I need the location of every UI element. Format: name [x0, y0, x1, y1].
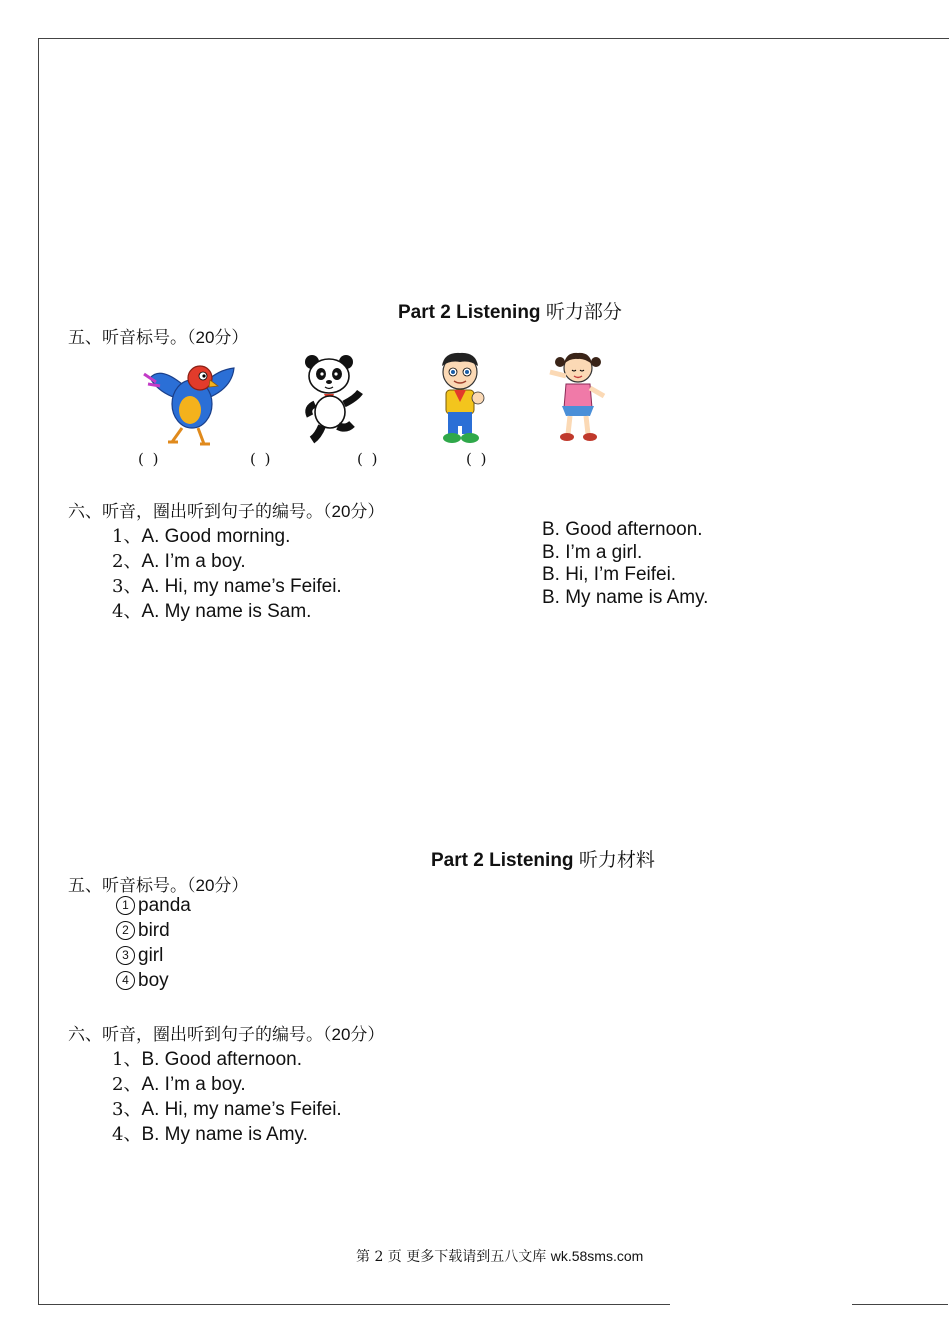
answer-row	[112, 1045, 302, 1071]
question-row	[112, 597, 311, 623]
question-number: 3、	[112, 576, 142, 597]
section6-label: 六、听音，圈出听到句子的编号。（	[68, 502, 332, 522]
material5-label: 五、听音标号。（	[68, 876, 196, 896]
option-a[interactable]: A. My name is Sam.	[141, 601, 312, 622]
section6-unit: 分）	[350, 502, 385, 522]
answer-number: 3、	[112, 1099, 142, 1120]
material6-unit: 分）	[350, 1025, 385, 1045]
bird-picture	[142, 356, 242, 448]
circled-number: 4	[116, 971, 135, 990]
circled-number: 1	[116, 896, 135, 915]
material-title	[431, 845, 655, 872]
section5-heading	[68, 323, 248, 348]
question-row	[112, 547, 246, 573]
section5-score: 20	[195, 328, 215, 347]
option-a[interactable]: A. I’m a boy.	[141, 551, 246, 572]
answer-blank[interactable]: ( )	[357, 450, 380, 468]
material6-heading	[68, 1020, 384, 1045]
question-row	[112, 522, 290, 548]
boy-picture	[430, 350, 490, 445]
question-number: 1、	[112, 526, 142, 547]
option-b[interactable]: B. My name is Amy.	[542, 587, 709, 608]
answer-number: 1、	[112, 1049, 142, 1070]
material5-item	[116, 970, 169, 992]
answer-text: A. I’m a boy.	[141, 1074, 246, 1095]
material-title-cn: 听力材料	[578, 849, 655, 871]
material5-unit: 分）	[214, 876, 249, 896]
answer-number: 2、	[112, 1074, 142, 1095]
section6-heading	[68, 497, 384, 522]
material-word: bird	[138, 920, 170, 941]
material-word: boy	[138, 970, 169, 991]
question-number: 4、	[112, 601, 142, 622]
section5-unit: 分）	[214, 328, 249, 348]
material-word: panda	[138, 895, 191, 916]
option-b[interactable]: B. Good afternoon.	[542, 519, 703, 540]
answer-blank[interactable]: ( )	[138, 450, 161, 468]
material6-score: 20	[331, 1025, 351, 1044]
option-a[interactable]: A. Hi, my name’s Feifei.	[141, 576, 342, 597]
section6-score: 20	[331, 502, 351, 521]
answer-text: B. My name is Amy.	[141, 1124, 308, 1145]
material-word: girl	[138, 945, 164, 966]
part2-title-cn: 听力部分	[545, 301, 622, 323]
footer-site-link[interactable]: wk.58sms.com	[550, 1248, 644, 1264]
material5-item	[116, 945, 163, 967]
answer-text: B. Good afternoon.	[141, 1049, 303, 1070]
material-title-en: Part 2 Listening	[431, 850, 574, 871]
answer-number: 4、	[112, 1124, 142, 1145]
girl-picture	[540, 350, 616, 444]
panda-picture	[300, 352, 366, 444]
material5-heading	[68, 871, 248, 896]
answer-row	[112, 1095, 342, 1121]
circled-number: 2	[116, 921, 135, 940]
answer-blank[interactable]: ( )	[466, 450, 489, 468]
bottom-rule	[852, 1304, 948, 1305]
question-row	[112, 572, 342, 598]
material5-score: 20	[195, 876, 215, 895]
section5-label: 五、听音标号。（	[68, 328, 196, 348]
bottom-rule	[38, 1304, 670, 1305]
part2-title-en: Part 2 Listening	[398, 302, 541, 323]
circled-number: 3	[116, 946, 135, 965]
option-b[interactable]: B. Hi, I’m Feifei.	[542, 564, 677, 585]
option-a[interactable]: A. Good morning.	[141, 526, 291, 547]
answer-text: A. Hi, my name’s Feifei.	[141, 1099, 342, 1120]
part2-title	[398, 297, 622, 324]
answer-row	[112, 1070, 246, 1096]
page-footer	[356, 1246, 643, 1266]
question-number: 2、	[112, 551, 142, 572]
material6-label: 六、听音，圈出听到句子的编号。（	[68, 1025, 332, 1045]
answer-row	[112, 1120, 308, 1146]
material5-item	[116, 920, 170, 942]
material5-item	[116, 895, 191, 917]
option-b[interactable]: B. I’m a girl.	[542, 542, 643, 563]
answer-blank[interactable]: ( )	[250, 450, 273, 468]
footer-page-text: 第 2 页 更多下载请到五八文库	[356, 1249, 547, 1265]
